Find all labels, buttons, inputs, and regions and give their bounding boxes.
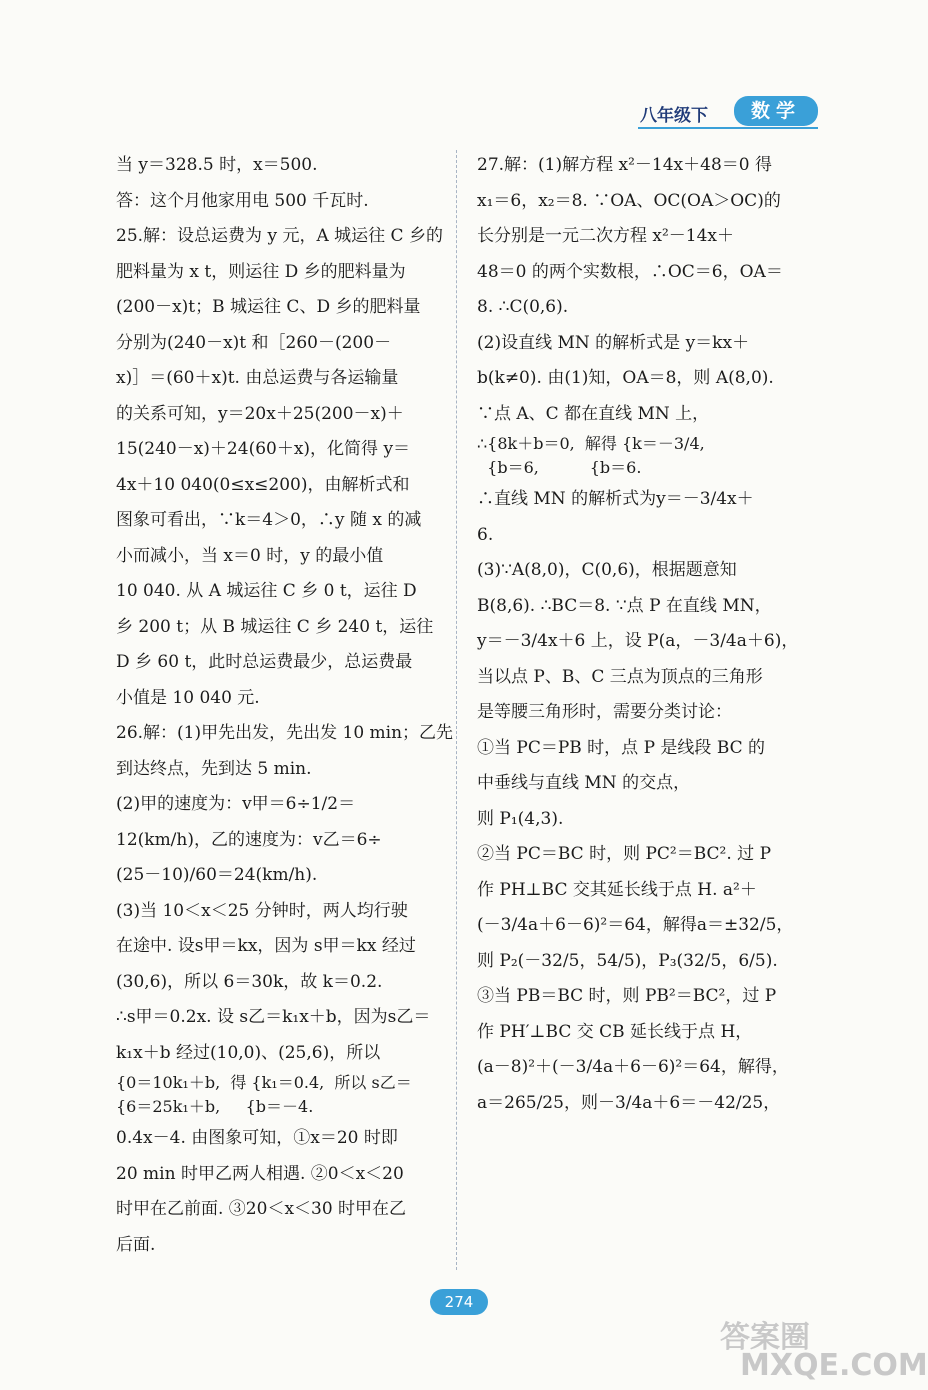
text-line: 作 PH′⊥BC 交 CB 延长线于点 H，	[477, 1021, 753, 1042]
page-number: 274	[430, 1289, 488, 1315]
text-line: y＝－3/4x＋6 上，设 P(a，－3/4a＋6)，	[477, 631, 799, 651]
text-line: (2)甲的速度为：v甲＝6÷1/2＝	[116, 794, 356, 814]
header-underline	[638, 127, 818, 129]
text-line: 肥料量为 x t，则运往 D 乡的肥料量为	[116, 261, 406, 282]
subject-badge: 数学	[734, 96, 818, 126]
text-line: 26.解：(1)甲先出发，先出发 10 min；乙先	[116, 723, 454, 743]
text-line: {0＝10k₁＋b, 得 {k₁＝0.4, 所以 s乙＝ {6＝25k₁＋b, {b＝－4.	[116, 1073, 412, 1116]
text-line: x₁＝6，x₂＝8. ∵OA、OC(OA＞OC)的	[477, 190, 781, 211]
text-line: 到达终点，先到达 5 min.	[116, 758, 312, 779]
text-line: 当以点 P、B、C 三点为顶点的三角形	[477, 666, 763, 687]
watermark-logo: 答案圈	[720, 1320, 810, 1355]
text-line: 20 min 时甲乙两人相遇. ②0＜x＜20	[116, 1163, 404, 1184]
text-line: 答：这个月他家用电 500 千瓦时.	[116, 190, 369, 211]
text-line: 小值是 10 040 元.	[116, 687, 260, 708]
grade-label: 八年级下	[640, 106, 708, 126]
text-line: 10 040. 从 A 城运往 C 乡 0 t，运往 D	[116, 581, 417, 601]
text-line: 27.解：(1)解方程 x²－14x＋48＝0 得	[477, 155, 772, 175]
text-line: x)］＝(60＋x)t. 由总运费与各运输量	[116, 368, 399, 388]
text-line: 作 PH⊥BC 交其延长线于点 H. a²＋	[477, 879, 757, 900]
text-line: 图象可看出，∵k＝4＞0，∴y 随 x 的减	[116, 510, 422, 530]
text-line: ∴{8k＋b＝0, 解得 {k＝－3/4, {b＝6, {b＝6.	[477, 434, 705, 477]
text-line: 15(240－x)＋24(60＋x)，化简得 y＝	[116, 439, 411, 459]
text-line: (2)设直线 MN 的解析式是 y＝kx＋	[477, 332, 750, 353]
text-line: 后面.	[116, 1234, 156, 1255]
text-line: k₁x＋b 经过(10,0)、(25,6)，所以	[116, 1042, 381, 1063]
text-line: D 乡 60 t，此时总运费最少，总运费最	[116, 652, 413, 672]
text-line: (a－8)²＋(－3/4a＋6－6)²＝64，解得，	[477, 1057, 789, 1077]
text-line: ③当 PB＝BC 时，则 PB²＝BC²，过 P	[477, 986, 777, 1006]
text-line: 乡 200 t；从 B 城运往 C 乡 240 t，运往	[116, 616, 434, 637]
text-line: ∴直线 MN 的解析式为y＝－3/4x＋	[477, 489, 754, 509]
watermark-url: MXQE.COM	[740, 1348, 928, 1383]
text-line: (3)∵A(8,0)，C(0,6)，根据题意知	[477, 560, 737, 580]
text-line: 25.解：设总运费为 y 元，A 城运往 C 乡的	[116, 226, 443, 246]
text-line: 分别为(240－x)t 和［260－(200－	[116, 332, 392, 353]
page-header	[0, 0, 900, 140]
text-line: (3)当 10＜x＜25 分钟时，两人均行驶	[116, 900, 408, 921]
left-column	[116, 148, 454, 1263]
text-line: ①当 PC＝PB 时，点 P 是线段 BC 的	[477, 737, 766, 758]
column-divider	[456, 150, 457, 1270]
text-line: 小而减小，当 x＝0 时，y 的最小值	[116, 545, 384, 566]
text-line: (30,6)，所以 6＝30k，故 k＝0.2.	[116, 971, 383, 992]
text-line: 的关系可知，y＝20x＋25(200－x)＋	[116, 403, 404, 424]
text-line: 则 P₁(4,3).	[477, 808, 564, 829]
text-line: ∴s甲＝0.2x. 设 s乙＝k₁x＋b，因为s乙＝	[116, 1007, 431, 1027]
right-column	[477, 148, 827, 1121]
text-line: 4x＋10 040(0≤x≤200)，由解析式和	[116, 474, 410, 495]
text-line: B(8,6). ∴BC＝8. ∵点 P 在直线 MN，	[477, 595, 772, 616]
text-line: (25－10)/60＝24(km/h).	[116, 865, 318, 885]
text-line: 是等腰三角形时，需要分类讨论：	[477, 702, 732, 722]
text-line: 长分别是一元二次方程 x²－14x＋	[477, 226, 735, 246]
text-line: 时甲在乙前面. ③20＜x＜30 时甲在乙	[116, 1199, 407, 1219]
text-line: a＝265/25，则－3/4a＋6＝－42/25，	[477, 1092, 781, 1113]
text-line: 则 P₂(－32/5，54/5)，P₃(32/5，6/5).	[477, 950, 778, 971]
text-line: 中垂线与直线 MN 的交点，	[477, 773, 691, 793]
text-line: 8. ∴C(0,6).	[477, 297, 569, 317]
text-line: ②当 PC＝BC 时，则 PC²＝BC². 过 P	[477, 844, 772, 864]
text-line: 0.4x－4. 由图象可知，①x＝20 时即	[116, 1128, 398, 1148]
text-line: 12(km/h)，乙的速度为：v乙＝6÷	[116, 829, 382, 850]
text-line: 48＝0 的两个实数根，∴OC＝6，OA＝	[477, 261, 783, 282]
text-line: (－3/4a＋6－6)²＝64，解得a＝±32/5，	[477, 915, 794, 935]
text-line: 6.	[477, 524, 494, 545]
text-line: (200－x)t；B 城运往 C、D 乡的肥料量	[116, 297, 421, 317]
text-line: 当 y＝328.5 时，x＝500.	[116, 155, 318, 175]
text-line: b(k≠0). 由(1)知，OA＝8，则 A(8,0).	[477, 368, 774, 388]
text-line: 在途中. 设s甲＝kx，因为 s甲＝kx 经过	[116, 936, 416, 956]
text-line: ∵点 A、C 都在直线 MN 上，	[477, 403, 710, 424]
